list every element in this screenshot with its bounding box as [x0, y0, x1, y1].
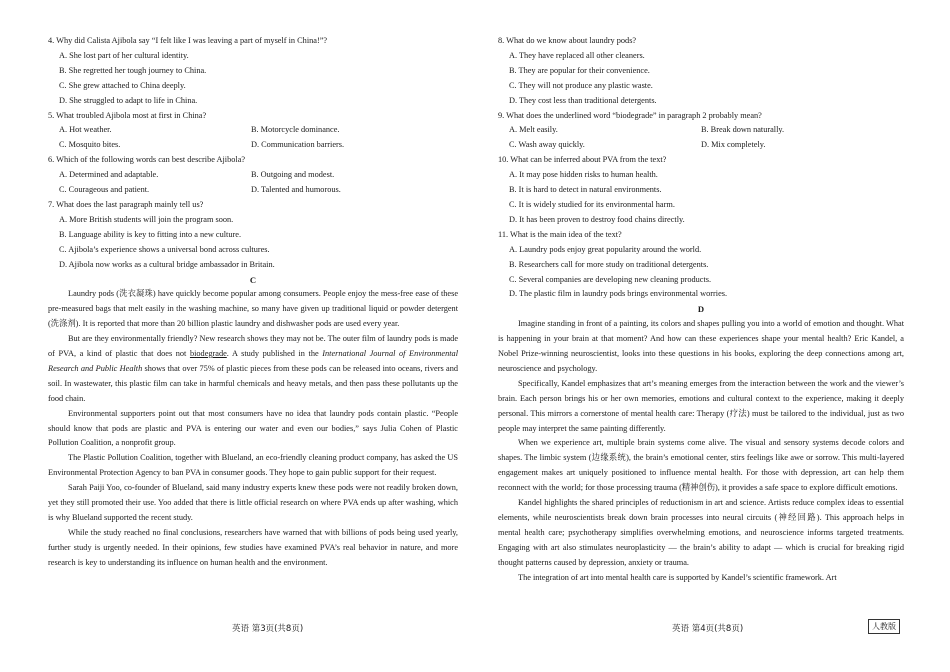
option-b: B. They are popular for their convenience.	[509, 65, 650, 75]
question-stem: 11. What is the main idea of the text?	[498, 229, 622, 239]
page-footer-left: 英语 第3页(共8页)	[232, 624, 304, 634]
question-7	[48, 198, 458, 273]
passage-c-paragraph-5: Sarah Paiji Yoo, co-founder of Blueland, said many industry experts knew these pods were not readily broken down, yet they still promoted their use. Yoo added that there is little official research on where PVA ends up after washing, which is why Blueland supported the recent study.	[48, 483, 458, 522]
option-d: D. Communication barriers.	[251, 140, 345, 150]
option-a: A. Determined and adaptable.	[59, 170, 159, 180]
page-footer-right: 英语 第4页(共8页)	[672, 624, 744, 634]
option-b: B. Break down naturally.	[701, 125, 785, 135]
question-9	[498, 109, 904, 154]
option-c: C. It is widely studied for its environmental harm.	[509, 199, 675, 209]
passage-d-paragraph-5: The integration of art into mental health care is supported by Kandel’s scientific framework. Art	[518, 572, 837, 582]
option-c: C. They will not produce any plastic waste.	[509, 80, 653, 90]
passage-c-paragraph-1: Laundry pods (洗衣凝珠) have quickly become popular among consumers. People enjoy the mess-free ease of these pre-measured bags that melt easily in the washing machine, so many have given up traditional liquid or powder detergent (洗涤剂). It is reported that more than 20 billion plastic laundry and dishwasher pods are used every year.	[48, 289, 458, 329]
question-stem: 9. What does the underlined word “biodegrade” in paragraph 2 probably mean?	[498, 110, 762, 120]
passage-d-paragraph-3: When we experience art, multiple brain systems come alive. The visual and sensory systems decode colors and shapes. The limbic system (边缘系统), the brain’s emotional center, stirs feelings like awe or sorrow. This multi-layered engagement makes art uniquely positioned to influence mental health. For those with depression, art can help them reconnect with the world; for those processing trauma (精神创伤), it provides a safe space to explore difficult emotions.	[498, 438, 904, 493]
paragraph-text: . A study published in the	[226, 349, 323, 359]
option-a: A. More British students will join the program soon.	[59, 214, 234, 224]
section-heading-c: C	[249, 274, 257, 285]
journal-title: International Journal of Environmental Research and Public Health	[48, 349, 459, 373]
question-4	[48, 34, 458, 109]
option-a: A. She lost part of her cultural identity.	[59, 50, 189, 60]
question-11	[498, 228, 904, 303]
question-5	[48, 109, 458, 154]
question-stem: 4. Why did Calista Ajibola say “I felt like I was leaving a part of myself in China!”?	[48, 36, 328, 45]
question-stem: 5. What troubled Ajibola most at first in China?	[48, 110, 207, 120]
question-6	[48, 153, 458, 198]
underlined-word: biodegrade	[189, 349, 227, 359]
option-c: C. Wash away quickly.	[509, 140, 585, 150]
question-stem: 8. What do we know about laundry pods?	[498, 36, 637, 45]
option-d: D. Mix completely.	[701, 140, 766, 150]
option-d: D. The plastic film in laundry pods brings environmental worries.	[509, 289, 728, 299]
option-b: B. Researchers call for more study on traditional detergents.	[509, 259, 709, 269]
option-c: C. Courageous and patient.	[59, 185, 150, 195]
paragraph-text: shows that over 75% of plastic pieces from these pods can be released into oceans, rivers and soil. In wastewater, this plastic film can take in harmful chemicals and heavy metals, and then pass these pollutants up the food chain.	[48, 363, 458, 403]
question-stem: 7. What does the last paragraph mainly tell us?	[48, 199, 204, 209]
section-heading-d: D	[697, 304, 705, 315]
question-10	[498, 153, 904, 228]
option-c: C. Mosquito bites.	[59, 140, 121, 150]
passage-c-paragraph-2	[48, 332, 458, 407]
passage-c-paragraph-6: While the study reached no final conclusions, researchers have warned that with billions of pods being used yearly, further study is urgently needed. In their opinions, few studies have examined PVA’s real behavior in nature, and more research is key to understanding its influence on human health and the environment.	[48, 527, 458, 567]
passage-d-paragraph-4: Kandel highlights the shared principles of reductionism in art and science. Artists reduce complex ideas to essential elements, while neuroscientists break down brain processes into neural circuits (神经回路). This approach helps in mental health care; psychotherapy simplifies overwhelming emotions, and neuroscience informs targeted treatments. Engaging with art also stimulates neuroplasticity — the brain’s ability to adapt — which is crucial for breaking rigid thought patterns caused by depression, anxiety or trauma.	[498, 498, 904, 567]
option-d: D. Ajibola now works as a cultural bridge ambassador in Britain.	[59, 259, 275, 269]
option-c: C. Several companies are developing new cleaning products.	[509, 274, 712, 284]
passage-d-paragraph-2: Specifically, Kandel emphasizes that art’s meaning emerges from the interaction between the work and the viewer’s brain. Each person brings his or her own memories, emotions and cultural context to the experience, making it deeply personal. This mirrors a cornerstone of mental health care: Therapy (疗法) must be tailored to the individual, just as two people may interpret the same painting differently.	[498, 378, 904, 433]
option-a: A. Hot weather.	[59, 125, 112, 135]
option-a: A. Melt easily.	[509, 125, 558, 135]
edition-badge: 人教版	[868, 619, 900, 634]
paragraph-text: But are they environmentally friendly? New research shows they may not be. The outer film of laundry pods is made of PVA, a kind of plastic that does not	[48, 334, 458, 359]
option-d: D. It has been proven to destroy food chains directly.	[509, 214, 685, 224]
option-b: B. It is hard to detect in natural environments.	[509, 185, 662, 195]
option-a: A. It may pose hidden risks to human health.	[509, 170, 658, 180]
option-b: B. Outgoing and modest.	[251, 170, 335, 180]
option-a: A. Laundry pods enjoy great popularity around the world.	[509, 244, 702, 254]
option-d: D. Talented and humorous.	[251, 185, 341, 195]
left-column	[48, 34, 458, 571]
option-d: D. They cost less than traditional detergents.	[509, 95, 657, 105]
passage-c-paragraph-4: The Plastic Pollution Coalition, together with Blueland, an eco-friendly cleaning product company, has asked the US Environmental Protection Agency to ban PVA in consumer goods. They hope to gain public support for their request.	[48, 453, 458, 478]
option-d: D. She struggled to adapt to life in China.	[59, 95, 198, 105]
option-b: B. She regretted her tough journey to China.	[59, 65, 207, 75]
option-b: B. Motorcycle dominance.	[251, 125, 340, 135]
question-stem: 10. What can be inferred about PVA from the text?	[498, 155, 667, 165]
passage-c-paragraph-3: Environmental supporters point out that most consumers have no idea that laundry pods contain plastic. “People should know that pods are plastic and PVA is entering our water and even our bodies,” says Julia Cohen of Plastic Pollution Coalition, a nonprofit group.	[48, 408, 458, 448]
option-c: C. She grew attached to China deeply.	[59, 80, 186, 90]
question-stem: 6. Which of the following words can best describe Ajibola?	[48, 155, 246, 165]
question-8	[498, 34, 904, 109]
option-a: A. They have replaced all other cleaners.	[509, 50, 645, 60]
option-c: C. Ajibola’s experience shows a universal bond across cultures.	[59, 244, 270, 254]
right-column	[498, 34, 904, 586]
option-b: B. Language ability is key to fitting into a new culture.	[59, 229, 242, 239]
passage-d-paragraph-1: Imagine standing in front of a painting, its colors and shapes pulling you into a world of emotion and thought. What is happening in your brain at that moment? And how can these experiences shape your mental health? Eric Kandel, a Nobel Prize-winning neuroscientist, looks into these questions in his books, exploring the deep connections among art, neuroscience and psychology.	[498, 319, 904, 373]
